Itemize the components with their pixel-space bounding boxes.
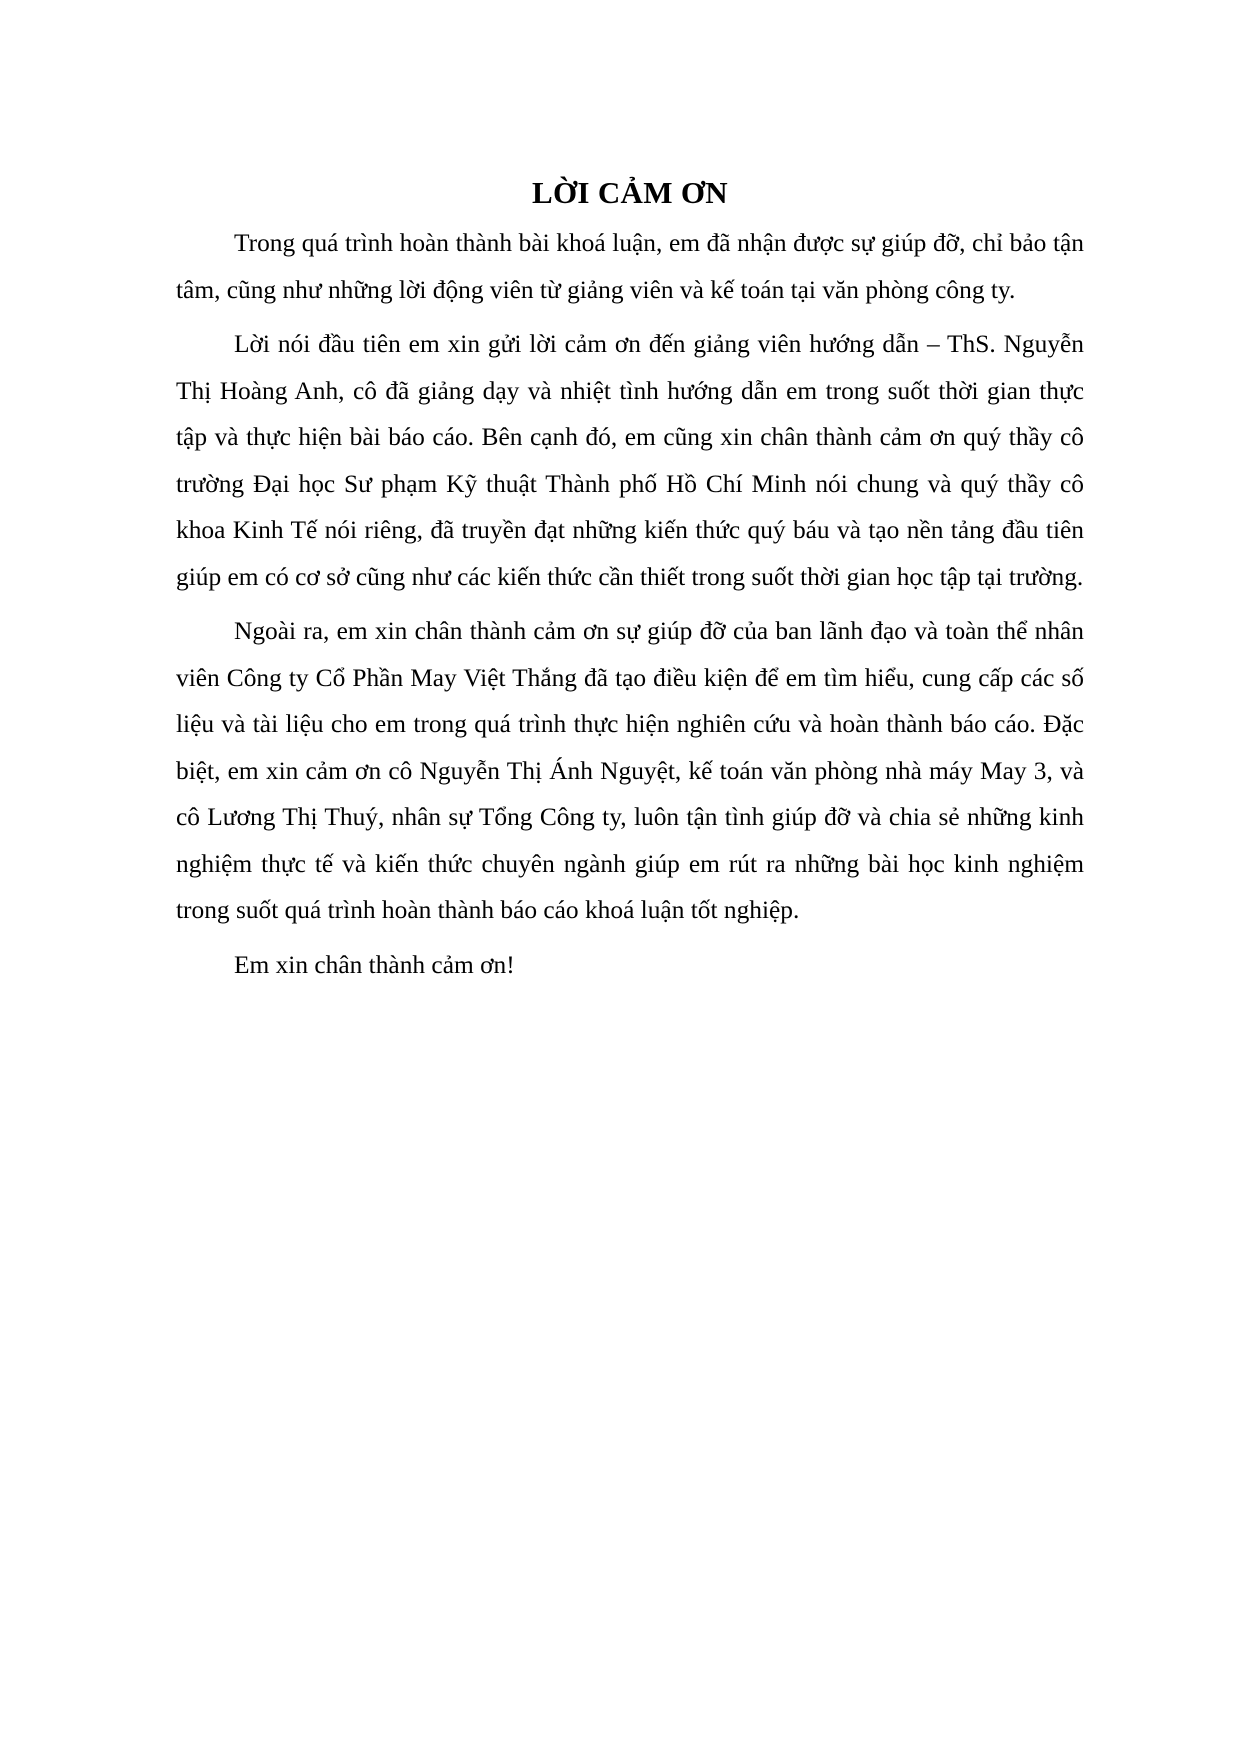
paragraph-intro: Trong quá trình hoàn thành bài khoá luận, em đã nhận được sự giúp đỡ, chỉ bảo tận tâm, cũng như những lời động viên từ giảng viên và kế toán tại văn phòng công ty. — [176, 229, 1084, 304]
paragraph-closing: Em xin chân thành cảm ơn! — [234, 950, 515, 979]
page-title: LỜI CẢM ƠN — [532, 175, 728, 210]
acknowledgement-section — [176, 168, 1084, 996]
paragraph-company-thanks: Ngoài ra, em xin chân thành cảm ơn sự giúp đỡ của ban lãnh đạo và toàn thể nhân viên Công ty Cổ Phần May Việt Thắng đã tạo điều kiện để em tìm hiểu, cung cấp các số liệu và tài liệu cho em trong quá trình thực hiện nghiên cứu và hoàn thành báo cáo. Đặc biệt, em xin cảm ơn cô Nguyễn Thị Ánh Nguyệt, kế toán văn phòng nhà máy May 3, và cô Lương Thị Thuý, nhân sự Tổng Công ty, luôn tận tình giúp đỡ và chia sẻ những kinh nghiệm thực tế và kiến thức chuyên ngành giúp em rút ra những bài học kinh nghiệm trong suốt quá trình hoàn thành báo cáo khoá luận tốt nghiệp. — [176, 617, 1084, 924]
paragraph-supervisor-thanks: Lời nói đầu tiên em xin gửi lời cảm ơn đến giảng viên hướng dẫn – ThS. Nguyễn Thị Hoàng Anh, cô đã giảng dạy và nhiệt tình hướng dẫn em trong suốt thời gian thực tập và thực hiện bài báo cáo. Bên cạnh đó, em cũng xin chân thành cảm ơn quý thầy cô trường Đại học Sư phạm Kỹ thuật Thành phố Hồ Chí Minh nói chung và quý thầy cô khoa Kinh Tế nói riêng, đã truyền đạt những kiến thức quý báu và tạo nền tảng đầu tiên giúp em có cơ sở cũng như các kiến thức cần thiết trong suốt thời gian học tập tại trường. — [176, 330, 1084, 591]
